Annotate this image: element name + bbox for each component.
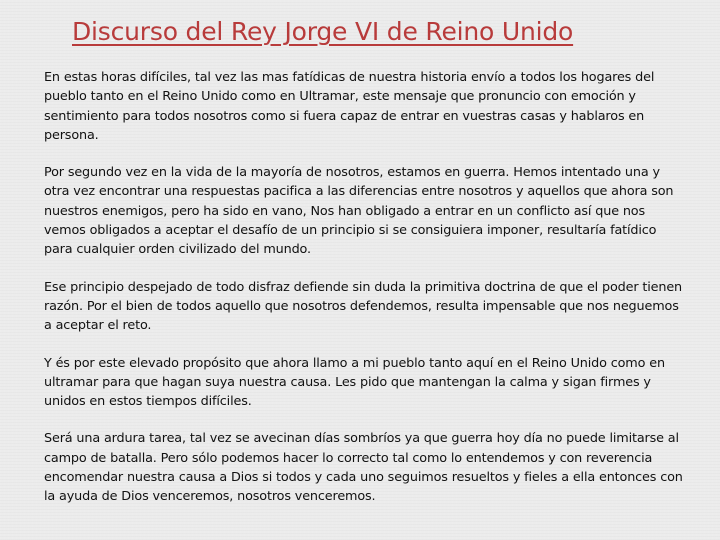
slide-title: Discurso del Rey Jorge VI de Reino Unido — [72, 17, 574, 46]
slide-body — [44, 68, 684, 525]
paragraph-3: Ese principio despejado de todo disfraz defiende sin duda la primitiva doctrina de que el poder tienen razón. Por el bien de todos aquello que nosotros defendemos, resulta impensable que nos neguemos a aceptar el reto. — [44, 279, 683, 334]
paragraph-2: Por segundo vez en la vida de la mayoría de nosotros, estamos en guerra. Hemos intentado una y otra vez encontrar una respuestas pacifica a las diferencias entre nosotros y aquellos que ahora son nuestros enemigos, pero ha sido en vano, Nos han obligado a entrar en un conflicto así que nos vemos obligados a aceptar el desafío de un principio si se consiguiera imponer, resultaría fatídico para cualquier orden civilizado del mundo. — [44, 165, 674, 258]
paragraph-4: Y és por este elevado propósito que ahora llamo a mi pueblo tanto aquí en el Reino Unido como en ultramar para que hagan suya nuestra causa. Les pido que mantengan la calma y sigan firmes y unidos en estos tiempos difíciles. — [44, 355, 665, 410]
paragraph-5: Será una ardura tarea, tal vez se avecinan días sombríos ya que guerra hoy día no puede limitarse al campo de batalla. Pero sólo podemos hacer lo correcto tal como lo entendemos y con reverencia encomendar nuestra causa a Dios si todos y cada uno seguimos resueltos y fieles a ella entonces con la ayuda de Dios venceremos, nosotros venceremos. — [44, 431, 683, 505]
paragraph-1: En estas horas difíciles, tal vez las mas fatídicas de nuestra historia envío a todos los hogares del pueblo tanto en el Reino Unido como en Ultramar, este mensaje que pronuncio con emoción y sentimiento para todos nosotros como si fuera capaz de entrar en vuestras casas y hablaros en persona. — [44, 70, 655, 143]
